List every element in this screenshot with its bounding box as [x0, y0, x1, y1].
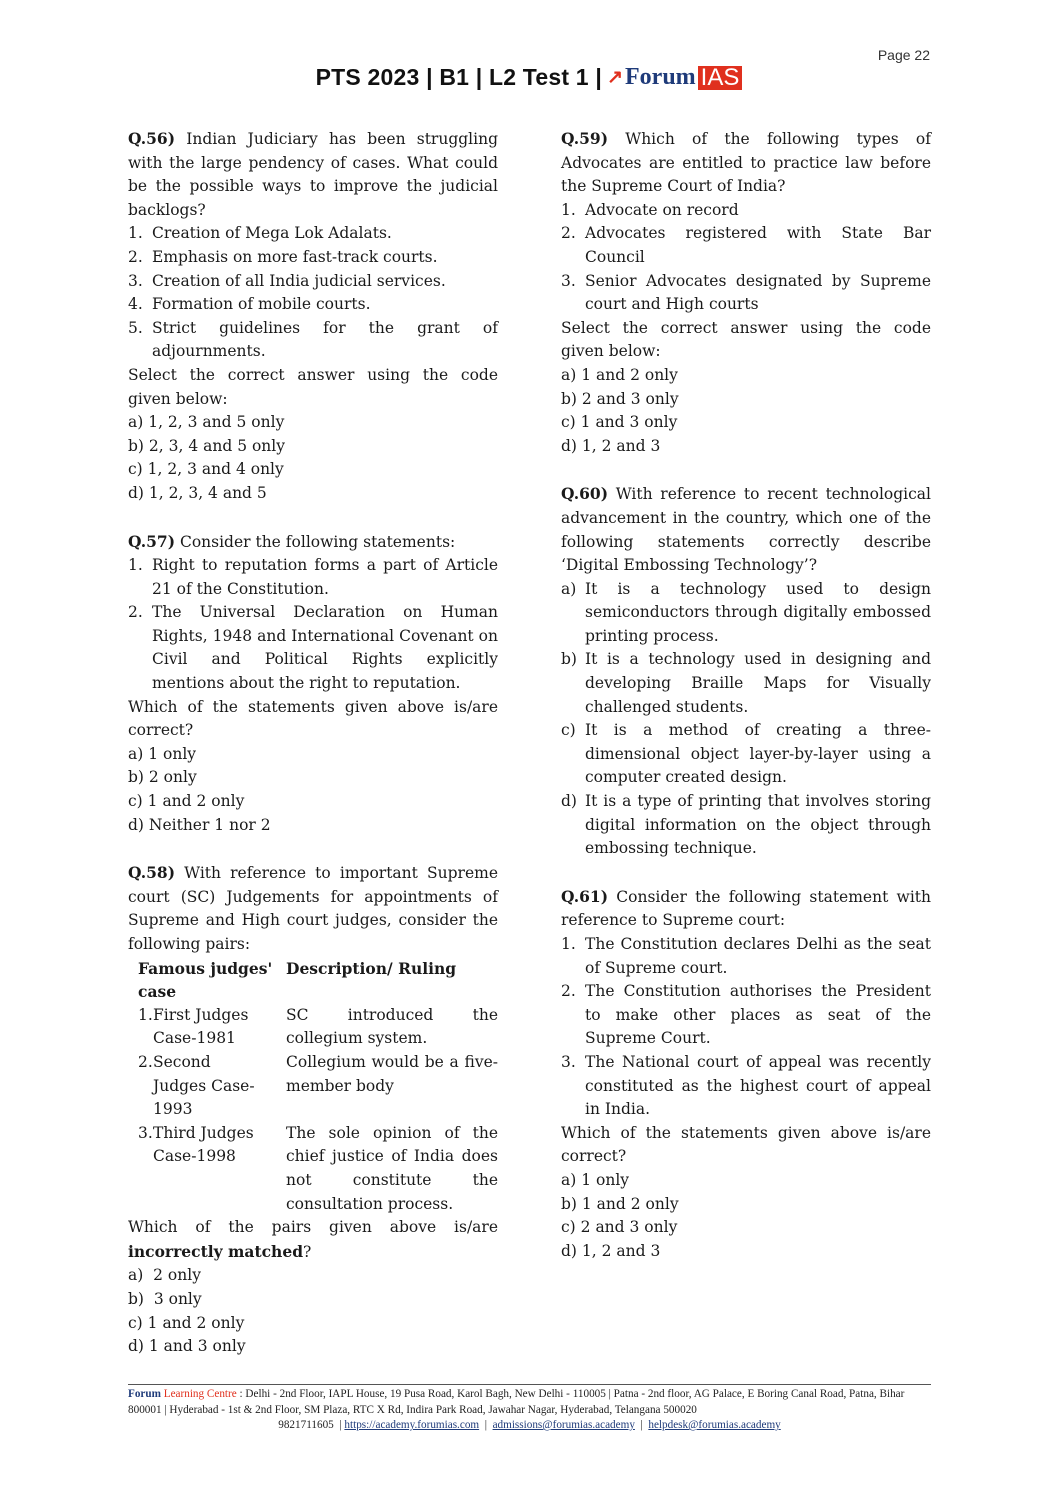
- option-d: d) 1, 2 and 3: [561, 436, 661, 455]
- prompt-suffix: ?: [303, 1242, 312, 1261]
- item-number: 2.: [128, 603, 143, 622]
- item-number: 3.: [561, 1052, 576, 1071]
- option-d: d) 1 and 3 only: [128, 1337, 246, 1356]
- item-number: 5.: [128, 318, 143, 337]
- page-title: PTS 2023 | B1 | L2 Test 1 |: [315, 64, 602, 90]
- question-56: [128, 127, 498, 506]
- item-text: Emphasis on more fast-track courts.: [152, 247, 438, 266]
- item-text: It is a type of printing that involves storing digital information on the object through embossing technique.: [585, 792, 931, 858]
- logo-ias-text: IAS: [698, 66, 743, 90]
- footer-brand-learning-centre: Learning Centre: [160, 1388, 237, 1400]
- item-text: Senior Advocates designated by Supreme court and High courts: [585, 271, 931, 314]
- footer-phone: 9821711605 |: [278, 1419, 345, 1431]
- question-text: Indian Judiciary has been struggling with the large pendency of cases. What could be the possible ways to improve the judicial backlogs?: [128, 130, 498, 219]
- column-header-description: Description/ Ruling: [286, 958, 457, 978]
- forumias-logo: [607, 64, 742, 91]
- item-text: It is a technology used in designing and developing Braille Maps for Visually challenged students.: [585, 650, 931, 716]
- list-item: [128, 293, 498, 317]
- question-number: Q.59): [561, 129, 609, 148]
- statement-list: [128, 554, 498, 696]
- question-text: With reference to important Supreme court (SC) Judgements for appointments of Supreme and High court judges, consider the following pairs:: [128, 864, 498, 953]
- option-c: c) 2 and 3 only: [561, 1218, 678, 1237]
- item-text: Advocate on record: [585, 200, 739, 219]
- item-number: b): [561, 650, 577, 669]
- row-number: 2.: [138, 1052, 153, 1071]
- item-number: a): [561, 579, 577, 598]
- item-text: Creation of Mega Lok Adalats.: [152, 224, 392, 243]
- question-stem: [128, 861, 498, 956]
- question-60: [561, 482, 931, 861]
- item-number: 1.: [128, 224, 143, 243]
- case-name: Third Judges Case-1998: [153, 1123, 254, 1166]
- arrow-icon: ↗: [607, 67, 623, 88]
- separator: |: [479, 1419, 493, 1431]
- separator: |: [634, 1419, 649, 1431]
- question-stem: [561, 127, 931, 199]
- website-link[interactable]: https://academy.forumias.com: [344, 1419, 480, 1431]
- question-text: With reference to recent technological advancement in the country, which one of the following statements correctly describe ‘Digital Embossing Technology’?: [561, 485, 931, 575]
- page-number: Page 22: [877, 47, 930, 63]
- row-number: 3.: [138, 1123, 153, 1142]
- list-item: [561, 719, 931, 790]
- page-footer: [128, 1384, 931, 1434]
- item-text: It is a method of creating a three-dimensional object layer-by-layer using a computer created design.: [585, 721, 931, 787]
- question-number: Q.57): [128, 531, 176, 551]
- item-number: 2.: [128, 247, 143, 266]
- answer-prompt: Select the correct answer using the code given below:: [128, 365, 498, 408]
- table-cell-case: [138, 1004, 286, 1051]
- option-b: b) 2 only: [128, 768, 197, 787]
- option-c: c) 1 and 2 only: [128, 1313, 245, 1332]
- answer-prompt: Select the correct answer using the code given below:: [561, 318, 931, 361]
- question-stem: [561, 482, 931, 577]
- admissions-email-link[interactable]: admissions@forumias.academy: [492, 1419, 635, 1431]
- row-number: 1.: [138, 1005, 153, 1024]
- column-header-case: Famous judges' case: [138, 958, 273, 1002]
- item-number: 3.: [128, 271, 143, 290]
- list-item: [561, 578, 931, 649]
- item-text: Strict guidelines for the grant of adjournments.: [152, 318, 498, 361]
- option-a: a) 1, 2, 3 and 5 only: [128, 413, 285, 432]
- footer-address: [128, 1387, 931, 1418]
- item-text: The Universal Declaration on Human Rights, 1948 and International Covenant on Civil and Political Rights explicitly mentions about the right to reputation.: [152, 603, 498, 693]
- table-cell-description: SC introduced the collegium system.: [286, 1005, 498, 1048]
- item-number: 2.: [561, 224, 576, 243]
- option-c: c) 1, 2, 3 and 4 only: [128, 460, 284, 479]
- list-item: [561, 199, 931, 223]
- list-item: [128, 554, 498, 601]
- question-number: Q.56): [128, 129, 176, 148]
- option-c: c) 1 and 2 only: [128, 792, 245, 811]
- option-b: b) 2 and 3 only: [561, 389, 679, 408]
- prompt-text: Which of the pairs given above is/are: [128, 1218, 498, 1237]
- question-stem: [561, 885, 931, 933]
- item-number: 1.: [561, 935, 576, 953]
- option-b: b) 3 only: [128, 1289, 202, 1308]
- question-text: Consider the following statement with reference to Supreme court:: [561, 887, 931, 930]
- list-item: [561, 933, 931, 980]
- question-61: [561, 885, 931, 1264]
- prompt-bold-text: incorrectly matched: [128, 1241, 304, 1261]
- statement-list: [561, 933, 931, 1122]
- item-number: 2.: [561, 982, 576, 1001]
- item-text: The National court of appeal was recently constituted as the highest court of appeal in India.: [585, 1052, 931, 1119]
- answer-prompt: Which of the statements given above is/are correct?: [561, 1123, 931, 1166]
- table-cell-case: [138, 1051, 286, 1122]
- option-list: [561, 578, 931, 861]
- item-number: c): [561, 721, 576, 740]
- question-59: [561, 127, 931, 458]
- question-stem: [128, 127, 498, 222]
- question-58: [128, 861, 498, 1358]
- footer-brand-forum: Forum: [128, 1388, 161, 1400]
- option-a: a) 1 only: [128, 744, 197, 763]
- table-row: [138, 1051, 498, 1122]
- item-number: 1.: [128, 556, 143, 575]
- table-cell-description: The sole opinion of the chief justice of India does not constitute the consultation process.: [286, 1123, 498, 1213]
- statement-list: [561, 199, 931, 317]
- question-57: [128, 530, 498, 838]
- list-item: [561, 790, 931, 861]
- option-d: d) Neither 1 nor 2: [128, 815, 271, 834]
- item-text: Formation of mobile courts.: [152, 295, 371, 314]
- list-item: [561, 222, 931, 269]
- case-name: First Judges Case-1981: [153, 1005, 249, 1048]
- pairs-table: [138, 957, 498, 1217]
- item-number: 3.: [561, 271, 576, 290]
- list-item: [128, 270, 498, 294]
- helpdesk-email-link[interactable]: helpdesk@forumias.academy: [648, 1419, 781, 1431]
- table-row: [138, 1122, 498, 1216]
- question-stem: [128, 530, 498, 555]
- question-number: Q.61): [561, 886, 609, 906]
- item-number: 4.: [128, 295, 143, 314]
- list-item: [561, 648, 931, 719]
- option-a: a) 1 only: [561, 1170, 630, 1189]
- list-item: [128, 317, 498, 364]
- table-header-row: [138, 957, 498, 1004]
- question-text: Consider the following statements:: [175, 532, 456, 551]
- table-row: [138, 1004, 498, 1051]
- item-text: It is a technology used to design semiconductors through digitally embossed printing process.: [585, 579, 931, 645]
- item-text: Creation of all India judicial services.: [152, 271, 446, 290]
- option-c: c) 1 and 3 only: [561, 413, 678, 432]
- footer-contacts: [128, 1418, 931, 1434]
- list-item: [128, 601, 498, 695]
- option-a: a) 1 and 2 only: [561, 365, 678, 384]
- answer-prompt: Which of the statements given above is/are correct?: [128, 697, 498, 740]
- list-item: [561, 1051, 931, 1122]
- case-name: Second Judges Case-1993: [153, 1052, 255, 1119]
- list-item: [561, 270, 931, 317]
- item-text: The Constitution declares Delhi as the seat of Supreme court.: [585, 935, 931, 977]
- answer-prompt: [128, 1216, 498, 1264]
- right-column: [561, 127, 931, 1287]
- list-item: [128, 222, 498, 246]
- question-number: Q.58): [128, 863, 176, 883]
- option-b: b) 2, 3, 4 and 5 only: [128, 436, 286, 455]
- item-text: Advocates registered with State Bar Council: [585, 224, 931, 266]
- table-cell-case: [138, 1122, 286, 1216]
- page-header: [0, 64, 1058, 91]
- option-d: d) 1, 2, 3, 4 and 5: [128, 483, 267, 502]
- option-a: a) 2 only: [128, 1266, 201, 1285]
- item-number: d): [561, 792, 577, 811]
- list-item: [561, 980, 931, 1051]
- list-item: [128, 246, 498, 270]
- logo-forum-text: Forum: [625, 64, 696, 90]
- left-column: [128, 127, 498, 1383]
- item-text: Right to reputation forms a part of Article 21 of the Constitution.: [152, 556, 498, 598]
- option-d: d) 1, 2 and 3: [561, 1241, 661, 1260]
- question-text: Which of the following types of Advocates are entitled to practice law before the Supreme Court of India?: [561, 130, 931, 196]
- table-cell-description: Collegium would be a five-member body: [286, 1052, 498, 1095]
- item-text: The Constitution authorises the President to make other places as seat of the Supreme Court.: [585, 982, 931, 1048]
- item-number: 1.: [561, 200, 576, 219]
- footer-address-text: : Delhi - 2nd Floor, IAPL House, 19 Pusa Road, Karol Bagh, New Delhi - 110005 | Patna - 2nd floor, AG Palace, E Boring Canal Road, Patna, Bihar 800001 | Hyderabad - 1st & 2nd Floor, SM Plaza, RTC X Rd, Indira Park Road, Jawahar Nagar, Hyderabad, Telangana 500020: [128, 1388, 905, 1416]
- option-b: b) 1 and 2 only: [561, 1194, 679, 1213]
- question-number: Q.60): [561, 484, 609, 504]
- statement-list: [128, 222, 498, 364]
